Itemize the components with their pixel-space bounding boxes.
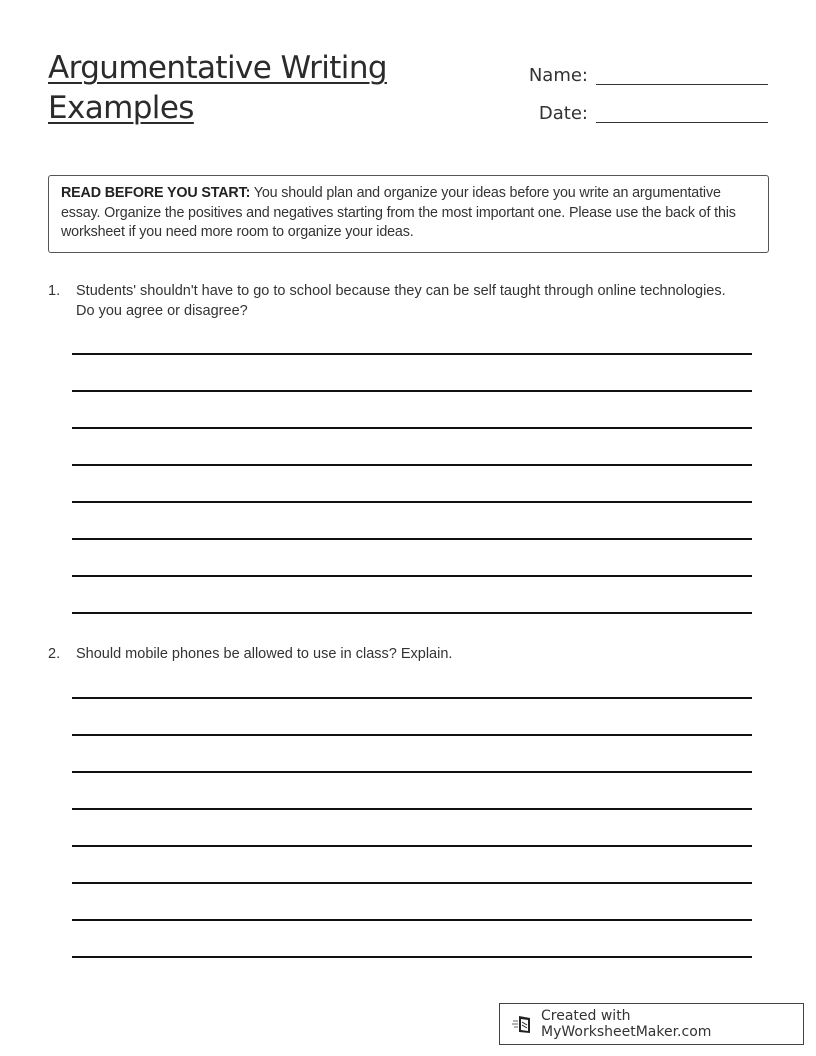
page-title (48, 48, 387, 128)
answer-line[interactable] (72, 919, 752, 921)
answer-line[interactable] (72, 697, 752, 699)
date-field-row (498, 88, 768, 126)
answer-line[interactable] (72, 956, 752, 958)
answer-line[interactable] (72, 501, 752, 503)
answer-line[interactable] (72, 734, 752, 736)
title-line-1: Argumentative Writing (48, 50, 387, 86)
answer-line[interactable] (72, 575, 752, 577)
name-label: Name: (528, 65, 588, 86)
question-number: 1. (48, 283, 61, 299)
answer-line[interactable] (72, 427, 752, 429)
answer-line[interactable] (72, 538, 752, 540)
instructions-box (48, 175, 769, 253)
instructions-heading: READ BEFORE YOU START: (61, 185, 251, 201)
name-field[interactable] (596, 84, 768, 85)
instructions-body: You should plan and organize your ideas before you write an argumentative essay. Organize the positives and negatives starting from the most important one. Please use the back of this worksheet if you need more room to organize your ideas. (61, 185, 736, 240)
date-label: Date: (538, 103, 588, 124)
question-1 (48, 282, 728, 321)
answer-line[interactable] (72, 353, 752, 355)
answer-line[interactable] (72, 845, 752, 847)
student-info (498, 50, 768, 126)
question-text: Students' shouldn't have to go to school because they can be self taught through online technologies. Do you agree or disagree? (76, 283, 726, 319)
answer-line[interactable] (72, 882, 752, 884)
answer-line[interactable] (72, 612, 752, 614)
answer-line[interactable] (72, 464, 752, 466)
question-2 (48, 645, 728, 665)
answer-line[interactable] (72, 390, 752, 392)
answer-line[interactable] (72, 771, 752, 773)
name-field-row (498, 50, 768, 88)
title-line-2: Examples (48, 90, 194, 126)
question-text: Should mobile phones be allowed to use in class? Explain. (76, 646, 453, 662)
footer-credit[interactable] (499, 1003, 804, 1045)
answer-line[interactable] (72, 808, 752, 810)
date-field[interactable] (596, 122, 768, 123)
footer-text: Created with MyWorksheetMaker.com (541, 1008, 712, 1040)
worksheet-maker-logo-icon (512, 1013, 534, 1035)
question-number: 2. (48, 646, 61, 662)
